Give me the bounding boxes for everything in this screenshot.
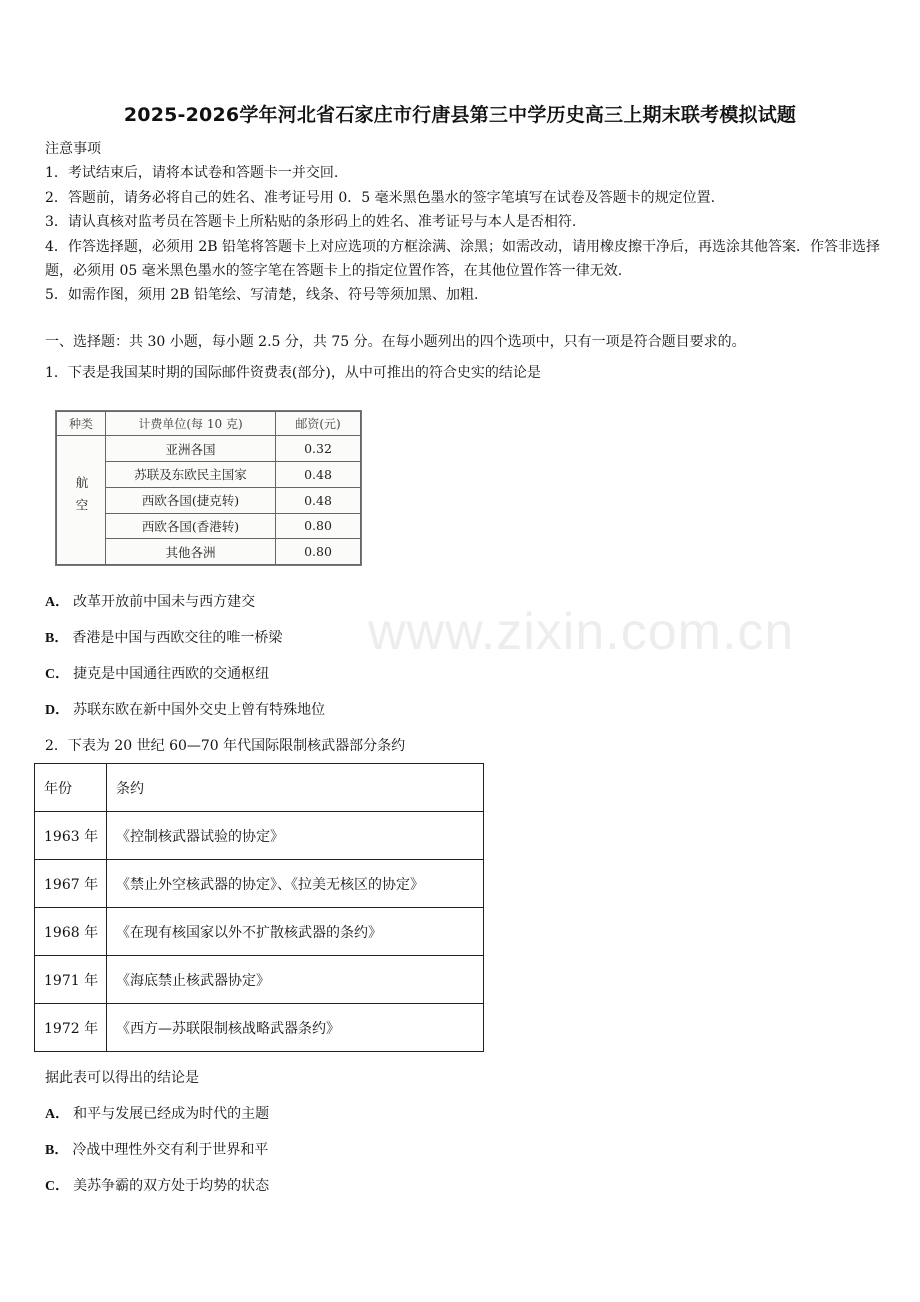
section-heading: 一、选择题：共 30 小题，每小题 2.5 分，共 75 分。在每小题列出的四个选项中，只有一项是符合题目要求的。 (45, 334, 746, 350)
option-text: 冷战中理性外交有利于世界和平 (72, 1142, 269, 1158)
option-text: 改革开放前中国未与西方建交 (73, 594, 256, 610)
option-text: 香港是中国与西欧交往的唯一桥梁 (72, 630, 283, 646)
option-text: 和平与发展已经成为时代的主题 (73, 1106, 270, 1122)
table-cell: 0.48 (276, 487, 361, 513)
table-cell: 0.48 (276, 462, 361, 488)
option-text: 美苏争霸的双方处于均势的状态 (73, 1178, 270, 1194)
table-cell: 西欧各国(捷克转) (106, 487, 276, 513)
table-cell: 0.80 (276, 513, 361, 539)
table-cell: 1968 年 (35, 908, 107, 956)
option-a (45, 591, 255, 611)
treaty-table (34, 763, 484, 1052)
option-letter: B． (45, 631, 69, 646)
option-text: 苏联东欧在新中国外交史上曾有特殊地位 (73, 702, 326, 718)
table-cell: 苏联及东欧民主国家 (106, 462, 276, 488)
table-cell: 其他各洲 (106, 539, 276, 565)
question-2-conclusion: 据此表可以得出的结论是 (45, 1070, 199, 1086)
table-header: 条约 (107, 764, 484, 812)
option-c (45, 663, 269, 683)
table-cell: 《在现有核国家以外不扩散核武器的条约》 (107, 908, 484, 956)
notes-heading: 注意事项 (45, 141, 101, 157)
option-letter: C． (45, 1179, 70, 1194)
table-cell: 1971 年 (35, 956, 107, 1004)
option-text: 捷克是中国通往西欧的交通枢纽 (73, 666, 270, 682)
table-cell: 0.80 (276, 539, 361, 565)
note-item: 2．答题前，请务必将自己的姓名、准考证号用 0．5 毫米黑色墨水的签字笔填写在试卷及答题卡的规定位置. (45, 189, 716, 206)
postage-table-image (55, 410, 362, 566)
note-item: 4．作答选择题，必须用 2B 铅笔将答题卡上对应选项的方框涂满、涂黑；如需改动，请用橡皮擦干净后，再选涂其他答案．作答非选择题，必须用 05 毫米黑色墨水的签字笔在答题卡上的指定位置作答，在其他位置作答一律无效. (45, 238, 880, 280)
option-letter: D． (45, 703, 70, 718)
question-2-stem: 2．下表为 20 世纪 60—70 年代国际限制核武器部分条约 (45, 738, 406, 754)
table-header: 邮资(元) (276, 412, 361, 436)
option-letter: C． (45, 667, 70, 682)
note-item: 1．考试结束后，请将本试卷和答题卡一并交回. (45, 165, 339, 182)
note-item: 3．请认真核对监考员在答题卡上所粘贴的条形码上的姓名、准考证号与本人是否相符. (45, 214, 577, 231)
table-cell: 《禁止外空核武器的协定》、《拉美无核区的协定》 (107, 860, 484, 908)
option-b (45, 1139, 268, 1159)
note-item: 5．如需作图，须用 2B 铅笔绘、写清楚，线条、符号等须加黑、加粗. (45, 287, 479, 304)
option-b (45, 627, 282, 647)
table-header: 计费单位(每 10 克) (106, 412, 276, 436)
table-cell: 1972 年 (35, 1004, 107, 1052)
table-cell: 西欧各国(香港转) (106, 513, 276, 539)
table-cell: 亚洲各国 (106, 436, 276, 462)
table-cell: 1963 年 (35, 812, 107, 860)
table-cell: 1967 年 (35, 860, 107, 908)
table-cell: 《西方—苏联限制核战略武器条约》 (107, 1004, 484, 1052)
option-a (45, 1103, 269, 1123)
category-cell (57, 436, 106, 565)
table-cell: 0.32 (276, 436, 361, 462)
table-header: 种类 (57, 412, 106, 436)
postage-table (56, 411, 361, 565)
option-letter: A． (45, 595, 70, 610)
watermark: www.zixin.com.cn (368, 603, 795, 661)
option-c (45, 1175, 269, 1195)
question-1-stem: 1．下表是我国某时期的国际邮件资费表(部分)，从中可推出的符合史实的结论是 (45, 365, 541, 381)
option-letter: B． (45, 1143, 69, 1158)
page-title: 2025-2026学年河北省石家庄市行唐县第三中学历史高三上期末联考模拟试题 (123, 104, 797, 126)
table-cell: 《控制核武器试验的协定》 (107, 812, 484, 860)
category-label: 航空 (74, 476, 89, 522)
option-letter: A． (45, 1107, 70, 1122)
table-header: 年份 (35, 764, 107, 812)
notes-section (45, 137, 883, 308)
option-d (45, 699, 325, 719)
table-cell: 《海底禁止核武器协定》 (107, 956, 484, 1004)
